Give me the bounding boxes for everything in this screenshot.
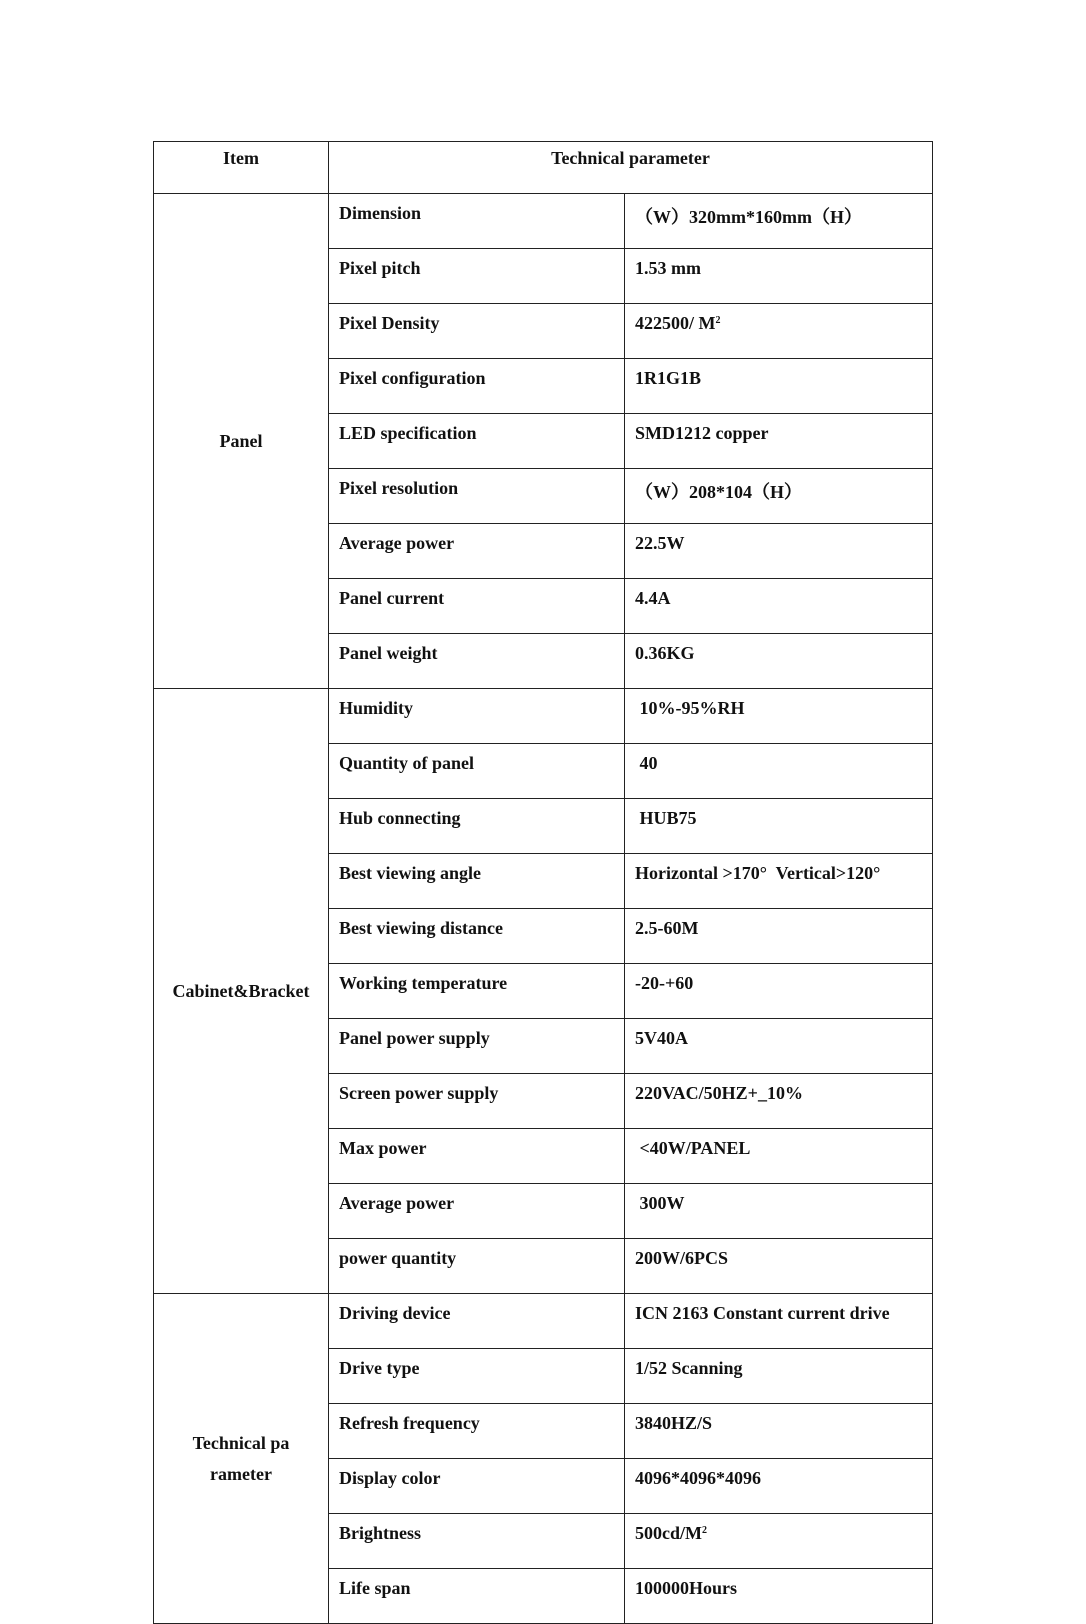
param-value-text: ICN 2163 Constant current drive xyxy=(635,1303,890,1323)
param-value xyxy=(625,634,933,689)
param-name: Panel current xyxy=(329,579,625,634)
param-value-text: 10%-95%RH xyxy=(635,698,745,718)
param-name: Life span xyxy=(329,1569,625,1624)
table-row xyxy=(154,1294,933,1349)
param-value-text: （W）320mm*160mm（H） xyxy=(635,207,862,227)
param-value xyxy=(625,1514,933,1569)
param-value xyxy=(625,1184,933,1239)
param-name: Pixel resolution xyxy=(329,469,625,524)
param-value xyxy=(625,469,933,524)
param-name: Best viewing angle xyxy=(329,854,625,909)
param-value-text: 422500/ M xyxy=(635,313,716,333)
param-value-text: 1R1G1B xyxy=(635,368,702,388)
param-name: LED specification xyxy=(329,414,625,469)
param-value xyxy=(625,1349,933,1404)
param-name: Pixel pitch xyxy=(329,249,625,304)
param-value xyxy=(625,359,933,414)
spec-table xyxy=(153,141,933,1624)
superscript: 2 xyxy=(702,1525,707,1536)
param-name: Average power xyxy=(329,1184,625,1239)
param-value-text: 3840HZ/S xyxy=(635,1413,713,1433)
superscript: 2 xyxy=(715,315,721,326)
param-value xyxy=(625,1404,933,1459)
param-value xyxy=(625,414,933,469)
param-value xyxy=(625,1239,933,1294)
header-technical-parameter: Technical parameter xyxy=(329,142,933,194)
param-value-text: <40W/PANEL xyxy=(635,1138,751,1158)
param-name: Panel weight xyxy=(329,634,625,689)
param-value-text: 2.5-60M xyxy=(635,918,699,938)
table-row xyxy=(154,194,933,249)
param-value-text: 4.4A xyxy=(635,588,671,608)
group-label xyxy=(154,1294,329,1624)
param-value-text: 100000Hours xyxy=(635,1578,738,1598)
param-name: Hub connecting xyxy=(329,799,625,854)
param-value xyxy=(625,964,933,1019)
param-name: Pixel Density xyxy=(329,304,625,359)
header-item: Item xyxy=(154,142,329,194)
param-value xyxy=(625,249,933,304)
header-row xyxy=(154,142,933,194)
param-value xyxy=(625,744,933,799)
param-value-text: 1/52 Scanning xyxy=(635,1358,743,1378)
param-value xyxy=(625,909,933,964)
param-value xyxy=(625,194,933,249)
param-value xyxy=(625,1074,933,1129)
group-label-text: Cabinet&Bracket xyxy=(172,980,310,1001)
param-name: Working temperature xyxy=(329,964,625,1019)
group-label xyxy=(154,194,329,689)
param-value-text: 22.5W xyxy=(635,533,685,553)
param-name: Screen power supply xyxy=(329,1074,625,1129)
param-name: Drive type xyxy=(329,1349,625,1404)
param-name: Humidity xyxy=(329,689,625,744)
param-value-text: （W）208*104（H） xyxy=(635,482,803,502)
param-value-text: 5V40A xyxy=(635,1028,688,1048)
group-label-text: Panel xyxy=(219,430,263,451)
param-name: Average power xyxy=(329,524,625,579)
param-value xyxy=(625,1294,933,1349)
param-value xyxy=(625,1569,933,1624)
param-value xyxy=(625,304,933,359)
param-name: Refresh frequency xyxy=(329,1404,625,1459)
param-name: Brightness xyxy=(329,1514,625,1569)
param-name: Panel power supply xyxy=(329,1019,625,1074)
param-value-text: -20-+60 xyxy=(635,973,694,993)
param-value-text: 0.36KG xyxy=(635,643,695,663)
param-name: Driving device xyxy=(329,1294,625,1349)
param-value-text: 1.53 mm xyxy=(635,258,701,278)
param-value xyxy=(625,854,933,909)
table-row xyxy=(154,689,933,744)
param-value-text: 500cd/M xyxy=(635,1523,702,1543)
param-name: Best viewing distance xyxy=(329,909,625,964)
param-name: Display color xyxy=(329,1459,625,1514)
param-name: Dimension xyxy=(329,194,625,249)
group-label-text: Technical parameter xyxy=(192,1432,290,1484)
param-value-text: 200W/6PCS xyxy=(635,1248,729,1268)
param-value-text: Horizontal >170° Vertical>120° xyxy=(635,863,881,883)
param-name: Max power xyxy=(329,1129,625,1184)
param-value xyxy=(625,579,933,634)
param-value xyxy=(625,524,933,579)
param-name: Pixel configuration xyxy=(329,359,625,414)
group-label xyxy=(154,689,329,1294)
param-value-text: 300W xyxy=(635,1193,685,1213)
param-name: power quantity xyxy=(329,1239,625,1294)
param-value-text: 220VAC/50HZ+_10% xyxy=(635,1083,803,1103)
param-value-text: SMD1212 copper xyxy=(635,423,769,443)
param-value-text: 4096*4096*4096 xyxy=(635,1468,761,1488)
param-value xyxy=(625,1129,933,1184)
param-value-text: 40 xyxy=(635,753,658,773)
param-value-text: HUB75 xyxy=(635,808,697,828)
param-value xyxy=(625,689,933,744)
param-value xyxy=(625,1459,933,1514)
param-value xyxy=(625,799,933,854)
param-name: Quantity of panel xyxy=(329,744,625,799)
param-value xyxy=(625,1019,933,1074)
spec-table-body xyxy=(154,142,933,1624)
